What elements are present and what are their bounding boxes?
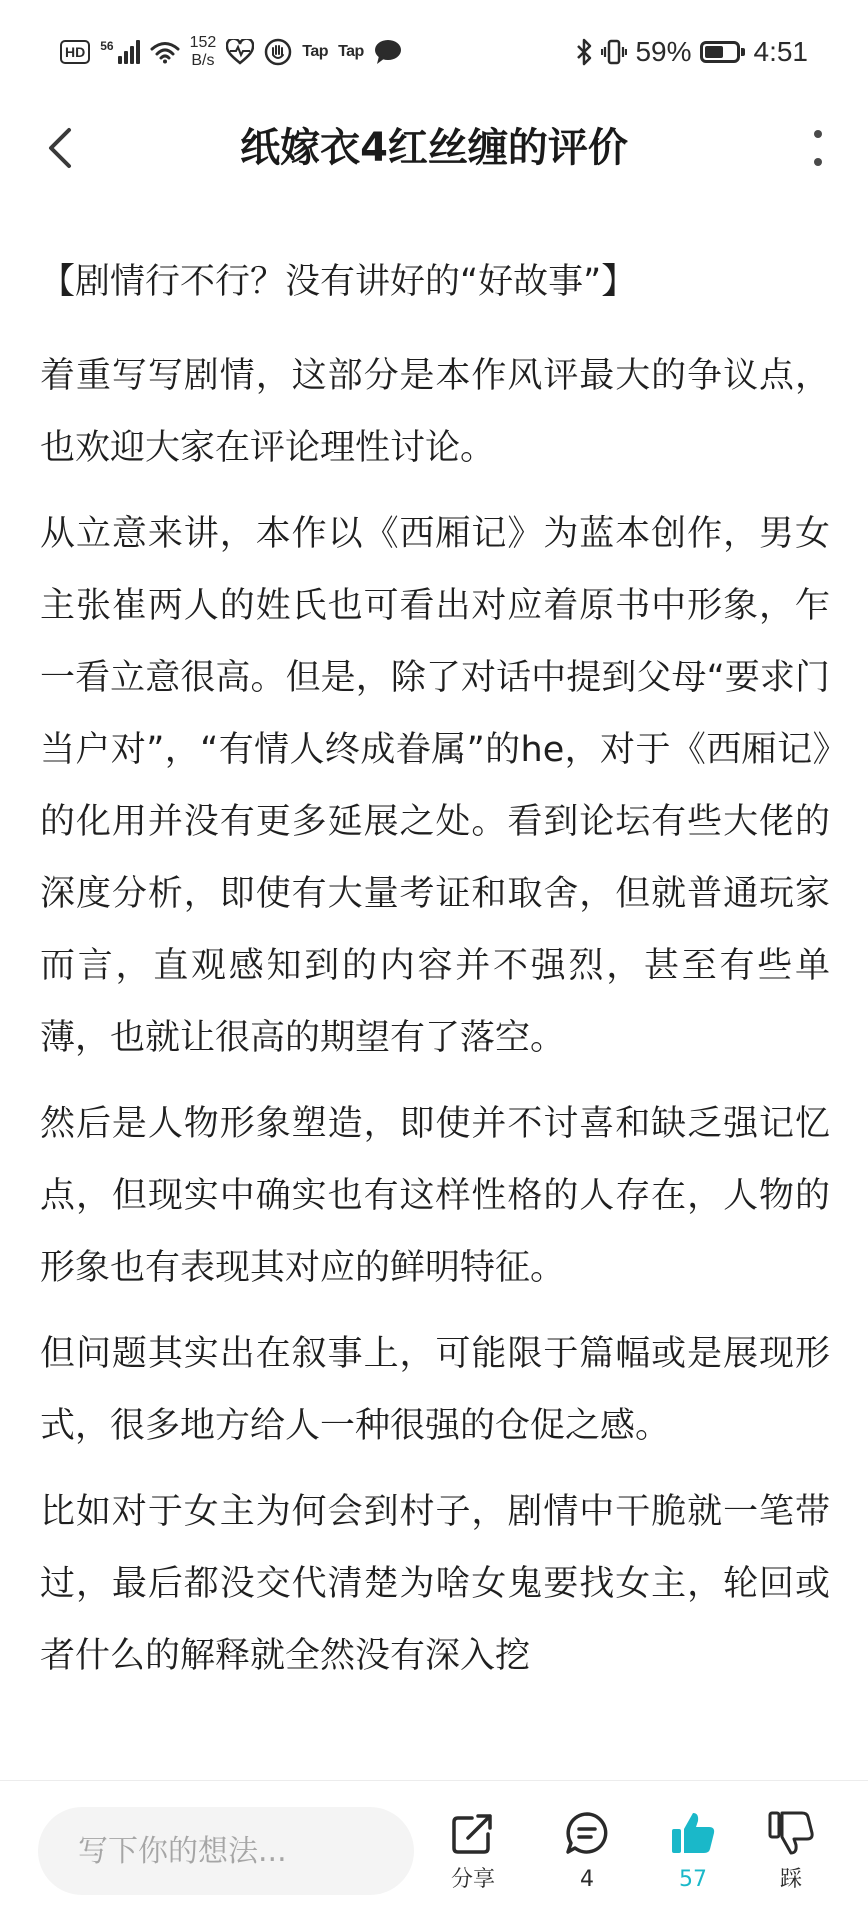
header: [0, 100, 868, 196]
share-label: 分享: [450, 1867, 495, 1892]
article-paragraph: 从立意来讲，本作以《西厢记》为蓝本创作，男女主张崔两人的姓氏也可看出对应着原书中形象，乍一看立意很高。但是，除了对话中提到父母“要求门当户对”，“有情人终成眷属”的he，对于《西厢记》的化用并没有更多延展之处。看到论坛有些大佬的深度分析，即使有大量考证和取舍，但就普通玩家而言，直观感知到的内容并不强烈，甚至有些单薄，也就让很高的期望有了落空。: [40, 514, 830, 1058]
wifi-icon: [150, 40, 180, 64]
like-count: 57: [679, 1867, 707, 1892]
clock: 4:51: [753, 36, 808, 67]
battery-percent: 59%: [635, 36, 692, 67]
article-paragraph: 着重写写剧情，这部分是本作风评最大的争议点，也欢迎大家在评论理性讨论。: [40, 356, 830, 468]
bottom-action-bar: [0, 1780, 868, 1920]
comment-count: 4: [580, 1867, 594, 1892]
network-speed: [190, 34, 217, 70]
battery-icon: [700, 41, 740, 63]
chevron-left-icon: [45, 126, 75, 170]
more-vertical-icon: [812, 128, 824, 168]
network-speed-unit: B/s: [191, 52, 215, 69]
hand-app-icon: [264, 38, 292, 66]
message-icon: [374, 39, 402, 65]
like-button[interactable]: [648, 1809, 738, 1893]
taptap-icon: Tap: [338, 43, 364, 60]
share-icon: [449, 1809, 497, 1857]
status-bar: [0, 0, 868, 100]
review-article: [40, 256, 830, 1780]
bluetooth-icon: [575, 38, 593, 66]
share-button[interactable]: [428, 1809, 518, 1893]
back-button[interactable]: [30, 118, 90, 178]
thumbs-up-icon: [669, 1809, 717, 1857]
status-left: [60, 30, 402, 74]
heart-rate-icon: [226, 39, 254, 65]
vibrate-icon: [601, 38, 627, 66]
hd-badge: HD: [60, 40, 90, 64]
article-paragraph: 但问题其实出在叙事上，可能限于篇幅或是展现形式，很多地方给人一种很强的仓促之感。: [40, 1334, 830, 1446]
article-paragraph: 然后是人物形象塑造，即使并不讨喜和缺乏强记忆点，但现实中确实也有这样性格的人存在，人物的形象也有表现其对应的鲜明特征。: [40, 1104, 830, 1288]
taptap-icon: Tap: [302, 43, 329, 60]
signal-icon: [100, 40, 139, 64]
comment-input[interactable]: [38, 1807, 414, 1895]
page-title: 纸嫁衣4红丝缠的评价: [240, 125, 628, 171]
article-paragraph: 比如对于女主为何会到村子，剧情中干脆就一笔带过，最后都没交代清楚为啥女鬼要找女主，轮回或者什么的解释就全然没有深入挖: [40, 1492, 830, 1676]
dislike-label: 踩: [779, 1867, 802, 1892]
network-speed-value: 152: [189, 34, 217, 51]
more-options-button[interactable]: [788, 118, 848, 178]
network-type: 56: [100, 39, 114, 53]
battery-level: [705, 46, 723, 58]
dislike-button[interactable]: [746, 1809, 836, 1893]
article-heading: 【剧情行不行？没有讲好的“好故事”】: [40, 262, 637, 302]
status-right: [575, 30, 808, 74]
thumbs-down-icon: [767, 1809, 815, 1857]
comment-bubble-icon: [563, 1809, 611, 1857]
comment-button[interactable]: [542, 1809, 632, 1893]
